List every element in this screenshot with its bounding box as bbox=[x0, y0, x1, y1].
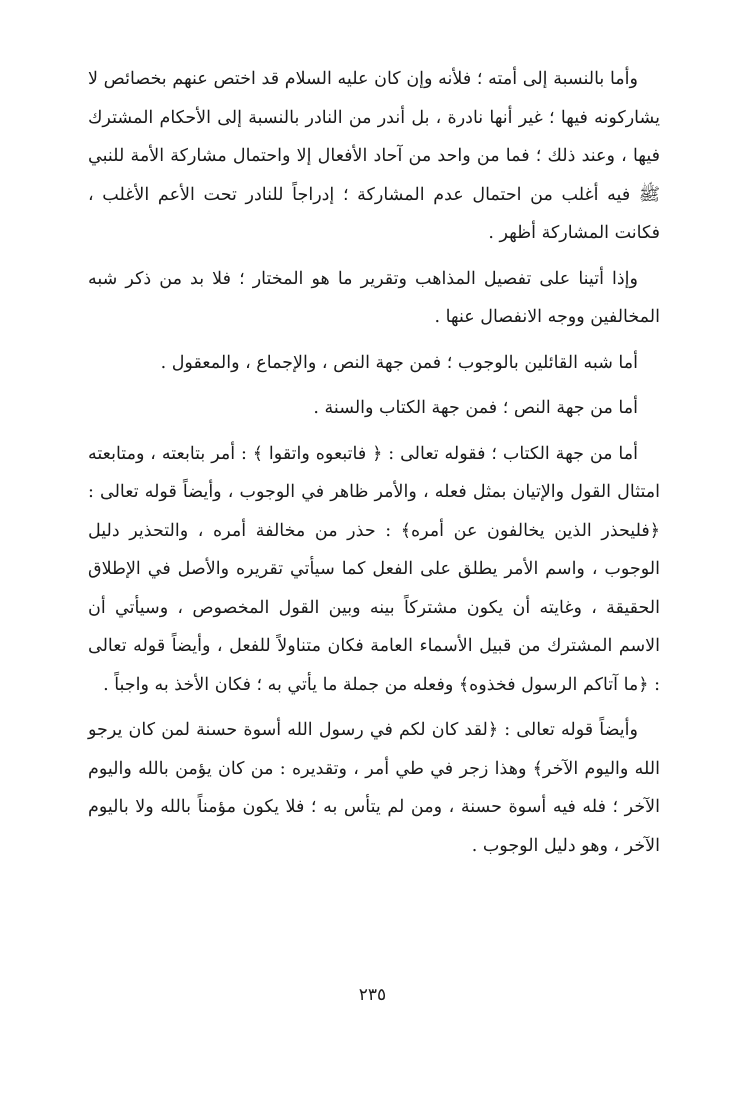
paragraph: وأيضاً قوله تعالى : ﴿لقد كان لكم في رسول الله أسوة حسنة لمن كان يرجو الله واليوم الآخر﴾ وهذا زجر في طي أمر ، وتقديره : من كان يؤمن بالله واليوم الآخر ؛ فله فيه أسوة حسنة ، ومن لم يتأس به ؛ فلا يكون مؤمناً بالله ولا باليوم الآخر ، وهو دليل الوجوب . bbox=[88, 720, 660, 856]
body-text bbox=[88, 60, 660, 865]
paragraph: وإذا أتينا على تفصيل المذاهب وتقرير ما هو المختار ؛ فلا بد من ذكر شبه المخالفين ووجه الانفصال عنها . bbox=[88, 268, 660, 327]
paragraph: أما شبه القائلين بالوجوب ؛ فمن جهة النص ، والإجماع ، والمعقول . bbox=[160, 352, 638, 373]
page-number: ٢٣٥ bbox=[358, 985, 387, 1005]
paragraph: أما من جهة الكتاب ؛ فقوله تعالى : ﴿ فاتبعوه واتقوا ﴾ : أمر بتابعته ، ومتابعته امتثال القول والإتيان بمثل فعله ، والأمر ظاهر في الوجوب ، وأيضاً قوله تعالى : ﴿فليحذر الذين يخالفون عن أمره﴾ : حذر من مخالفة أمره ، والتحذير دليل الوجوب ، واسم الأمر يطلق على الفعل كما سيأتي تقريره والأصل في الإطلاق الحقيقة ، وغايته أن يكون مشتركاً بينه وبين القول المخصوص ، وسيأتي أن الاسم المشترك من قبيل الأسماء العامة فكان متناولاً للفعل ، وأيضاً قوله تعالى : ﴿ما آتاكم الرسول فخذوه﴾ وفعله من جملة ما يأتي به ؛ فكان الأخذ به واجباً . bbox=[88, 443, 660, 695]
paragraph: أما من جهة النص ؛ فمن جهة الكتاب والسنة . bbox=[313, 398, 638, 418]
paragraph: وأما بالنسبة إلى أمته ؛ فلأنه وإن كان عليه السلام قد اختص عنهم بخصائص لا يشاركونه فيها ؛ غير أنها نادرة ، بل أندر من النادر بالنسبة إلى الأحكام المشترك فيها ، وعند ذلك ؛ فما من واحد من آحاد الأفعال إلا واحتمال مشاركة الأمة للنبي ﷺ فيه أغلب من احتمال عدم المشاركة ؛ إدراجاً للنادر تحت الأعم الأغلب ، فكانت المشاركة أظهر . bbox=[88, 69, 660, 243]
